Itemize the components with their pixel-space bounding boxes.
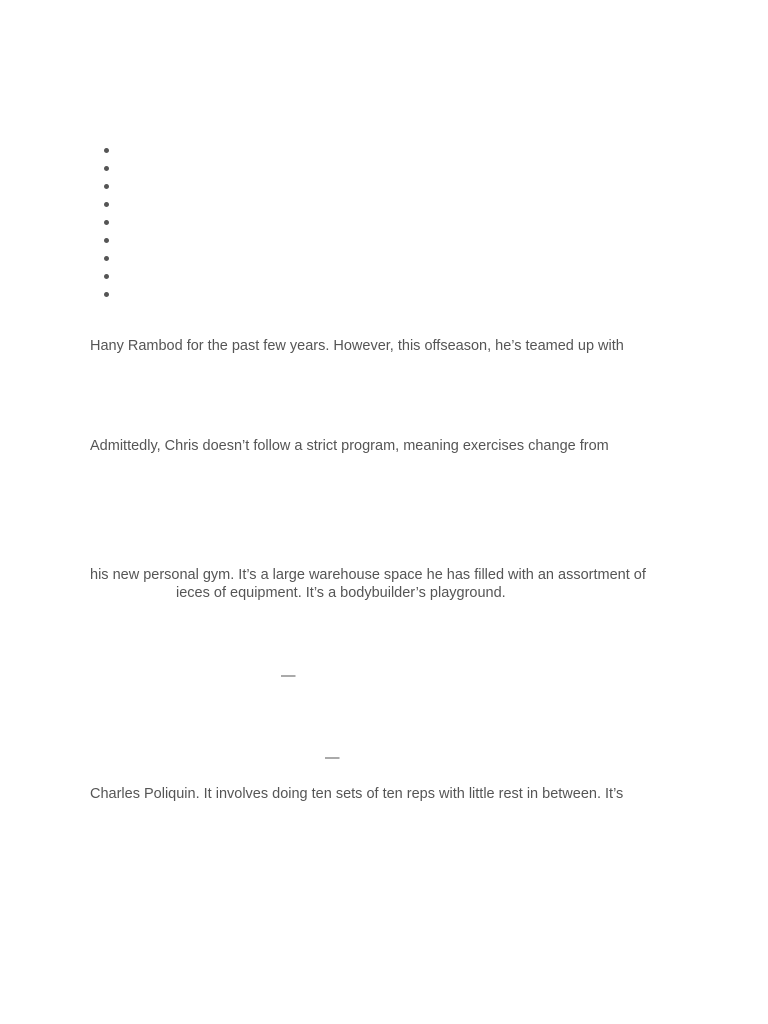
- text-line: Charles Poliquin. It involves doing ten sets of ten reps with little rest in between. It’s: [90, 786, 624, 802]
- em-dash: —: [281, 668, 296, 684]
- em-dash: —: [325, 750, 340, 766]
- text-line: his new personal gym. It’s a large warehouse space he has filled with an assortment of: [90, 567, 646, 583]
- text-line: Hany Rambod for the past few years. However, this offseason, he’s teamed up with: [90, 338, 624, 354]
- text-line: ieces of equipment. It’s a bodybuilder’s playground.: [176, 585, 506, 601]
- text-line: Admittedly, Chris doesn’t follow a strict program, meaning exercises change from: [90, 438, 609, 454]
